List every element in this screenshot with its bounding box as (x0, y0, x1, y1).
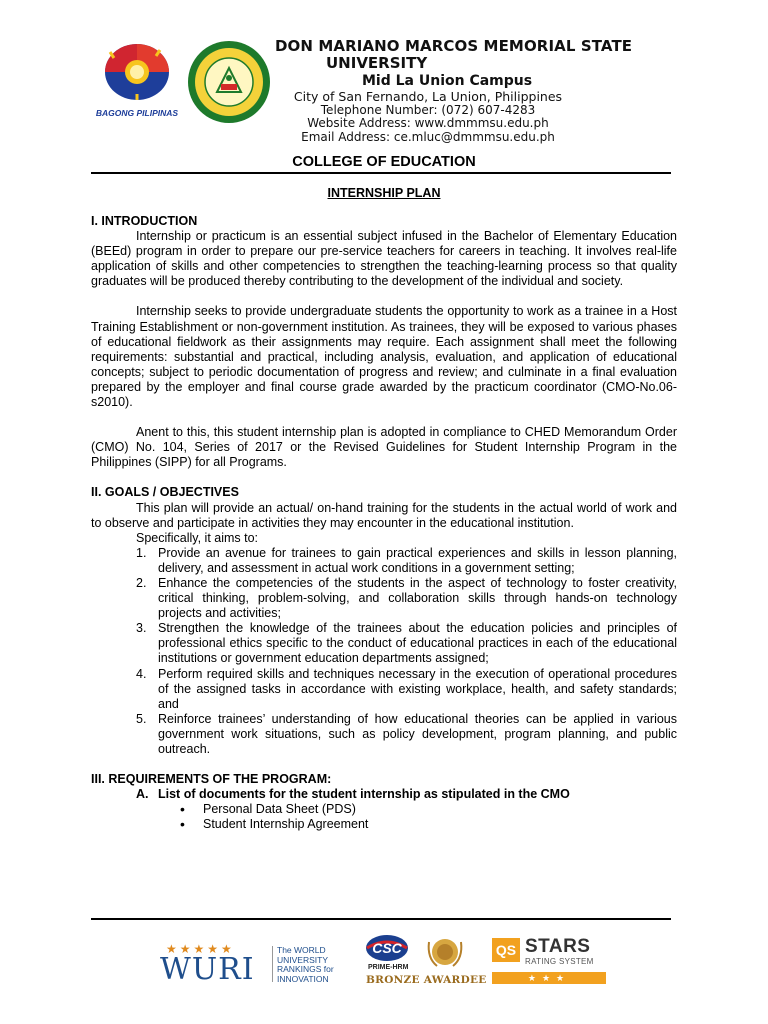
university-header (270, 38, 690, 144)
telephone-number: Telephone Number: (072) 607-4283 (320, 102, 536, 117)
list-item: 3. Strengthen the knowledge of the trainees about the education policies and principles of professional ethics specific to the conduct of educational practices in each of the educational institutions or government education departments assigned; (136, 621, 677, 666)
documents-list (91, 802, 677, 832)
document-body (91, 214, 677, 832)
intro-paragraph-2: Internship seeks to provide undergraduate students the opportunity to work as a trainee in a Host Training Establishment or non-government institution. As trainees, they will be exposed to various phases of educational fieldwork as their assignments may require. Each assignment shall meet the following requirements: substantial and practical, including analysis, evaluation, and application of educational concepts; subject to periodic documentation of progress and review; and culminate in a final evaluation prepared by the employer and final course grade awarded by the practicum coordinator (CMO-No.06-s2010). (91, 304, 677, 410)
email-address: Email Address: ce.mluc@dmmmsu.edu.ph (301, 129, 555, 144)
goals-lead-in: Specifically, it aims to: (136, 530, 259, 545)
objectives-list (91, 546, 677, 757)
list-item: • Personal Data Sheet (PDS) (91, 802, 677, 817)
city-address: City of San Fernando, La Union, Philippines (293, 89, 563, 104)
document-title: INTERNSHIP PLAN (327, 186, 441, 200)
list-item: • Student Internship Agreement (91, 817, 677, 832)
section-heading-requirements: III. REQUIREMENTS OF THE PROGRAM: (91, 772, 332, 787)
csc-wordmark: CSC (372, 940, 402, 956)
dmmmsu-seal-logo (187, 40, 271, 124)
university-name-line1: DON MARIANO MARCOS MEMORIAL STATE (275, 37, 633, 55)
list-item: 5. Reinforce trainees’ understanding of how educational theories can be applied in various government work situations, such as policy development, program planning, and public outreach. (136, 711, 677, 756)
university-name-line2: UNIVERSITY (326, 54, 428, 72)
bagong-pilipinas-logo (92, 40, 182, 120)
requirements-subheading: A. List of documents for the student internship as stipulated in the CMO (136, 787, 570, 802)
bagong-pilipinas-caption: BAGONG PILIPINAS (95, 108, 179, 118)
qs-stars-title: STARS (525, 936, 591, 957)
intro-paragraph-3: Anent to this, this student internship plan is adopted in compliance to CHED Memorandum Order (CMO) No. 104, Series of 2017 or the Revised Guidelines for Student Internship Program in the Philippines (SIPP) for all Programs. (91, 425, 677, 470)
wuri-stars: ★★★★★ (166, 942, 235, 956)
qs-star-rating: ★★★ (492, 972, 606, 984)
laurel-medal-icon (429, 939, 462, 966)
intro-paragraph-1: Internship or practicum is an essential subject infused in the Bachelor of Elementary Education (BEEd) program in order to prepare our pre-service teachers for careers in teaching. It involves real-life application of skills and other competencies to strengthen the teaching-learning process so that quality graduates will be produced thereby contributing to the development of the individual and society. (91, 229, 677, 289)
prime-hrm-label: PRIME-HRM (368, 964, 409, 971)
qs-rating-system-label: RATING SYSTEM (525, 957, 594, 966)
section-heading-goals: II. GOALS / OBJECTIVES (91, 485, 239, 500)
header-divider (91, 172, 671, 174)
campus-name: Mid La Union Campus (362, 73, 533, 89)
bronze-awardee-label: BRONZE AWARDEE (366, 974, 487, 986)
list-item: 4. Perform required skills and techniques necessary in the execution of operational procedures of the assigned tasks in accordance with existing workplace, health, and safety standards; and (136, 666, 677, 711)
list-item: 1. Provide an avenue for trainees to gain practical experiences and skills in lesson planning, delivery, and assessment in actual work conditions in a government setting; (136, 545, 677, 575)
wuri-wordmark: WURI (160, 952, 255, 987)
website-address: Website Address: www.dmmmsu.edu.ph (307, 116, 549, 130)
wuri-logo (160, 942, 350, 987)
goals-paragraph: This plan will provide an actual/ on-hand training for the students in the actual world of work and to observe and participate in activities they may encounter in the educational institution. (91, 500, 677, 530)
college-name: COLLEGE OF EDUCATION (292, 154, 476, 170)
list-item: 2. Enhance the competencies of the students in the aspect of technology to foster creativity, critical thinking, problem-solving, and collaboration skills through hands-on technology projects and activities; (136, 575, 677, 621)
section-heading-introduction: I. INTRODUCTION (91, 214, 198, 228)
wuri-tagline: The WORLD UNIVERSITY RANKINGS for INNOVATION (277, 945, 334, 984)
footer-divider (91, 918, 671, 920)
qs-stars-logo (492, 938, 606, 986)
qs-badge: QS (492, 938, 520, 962)
